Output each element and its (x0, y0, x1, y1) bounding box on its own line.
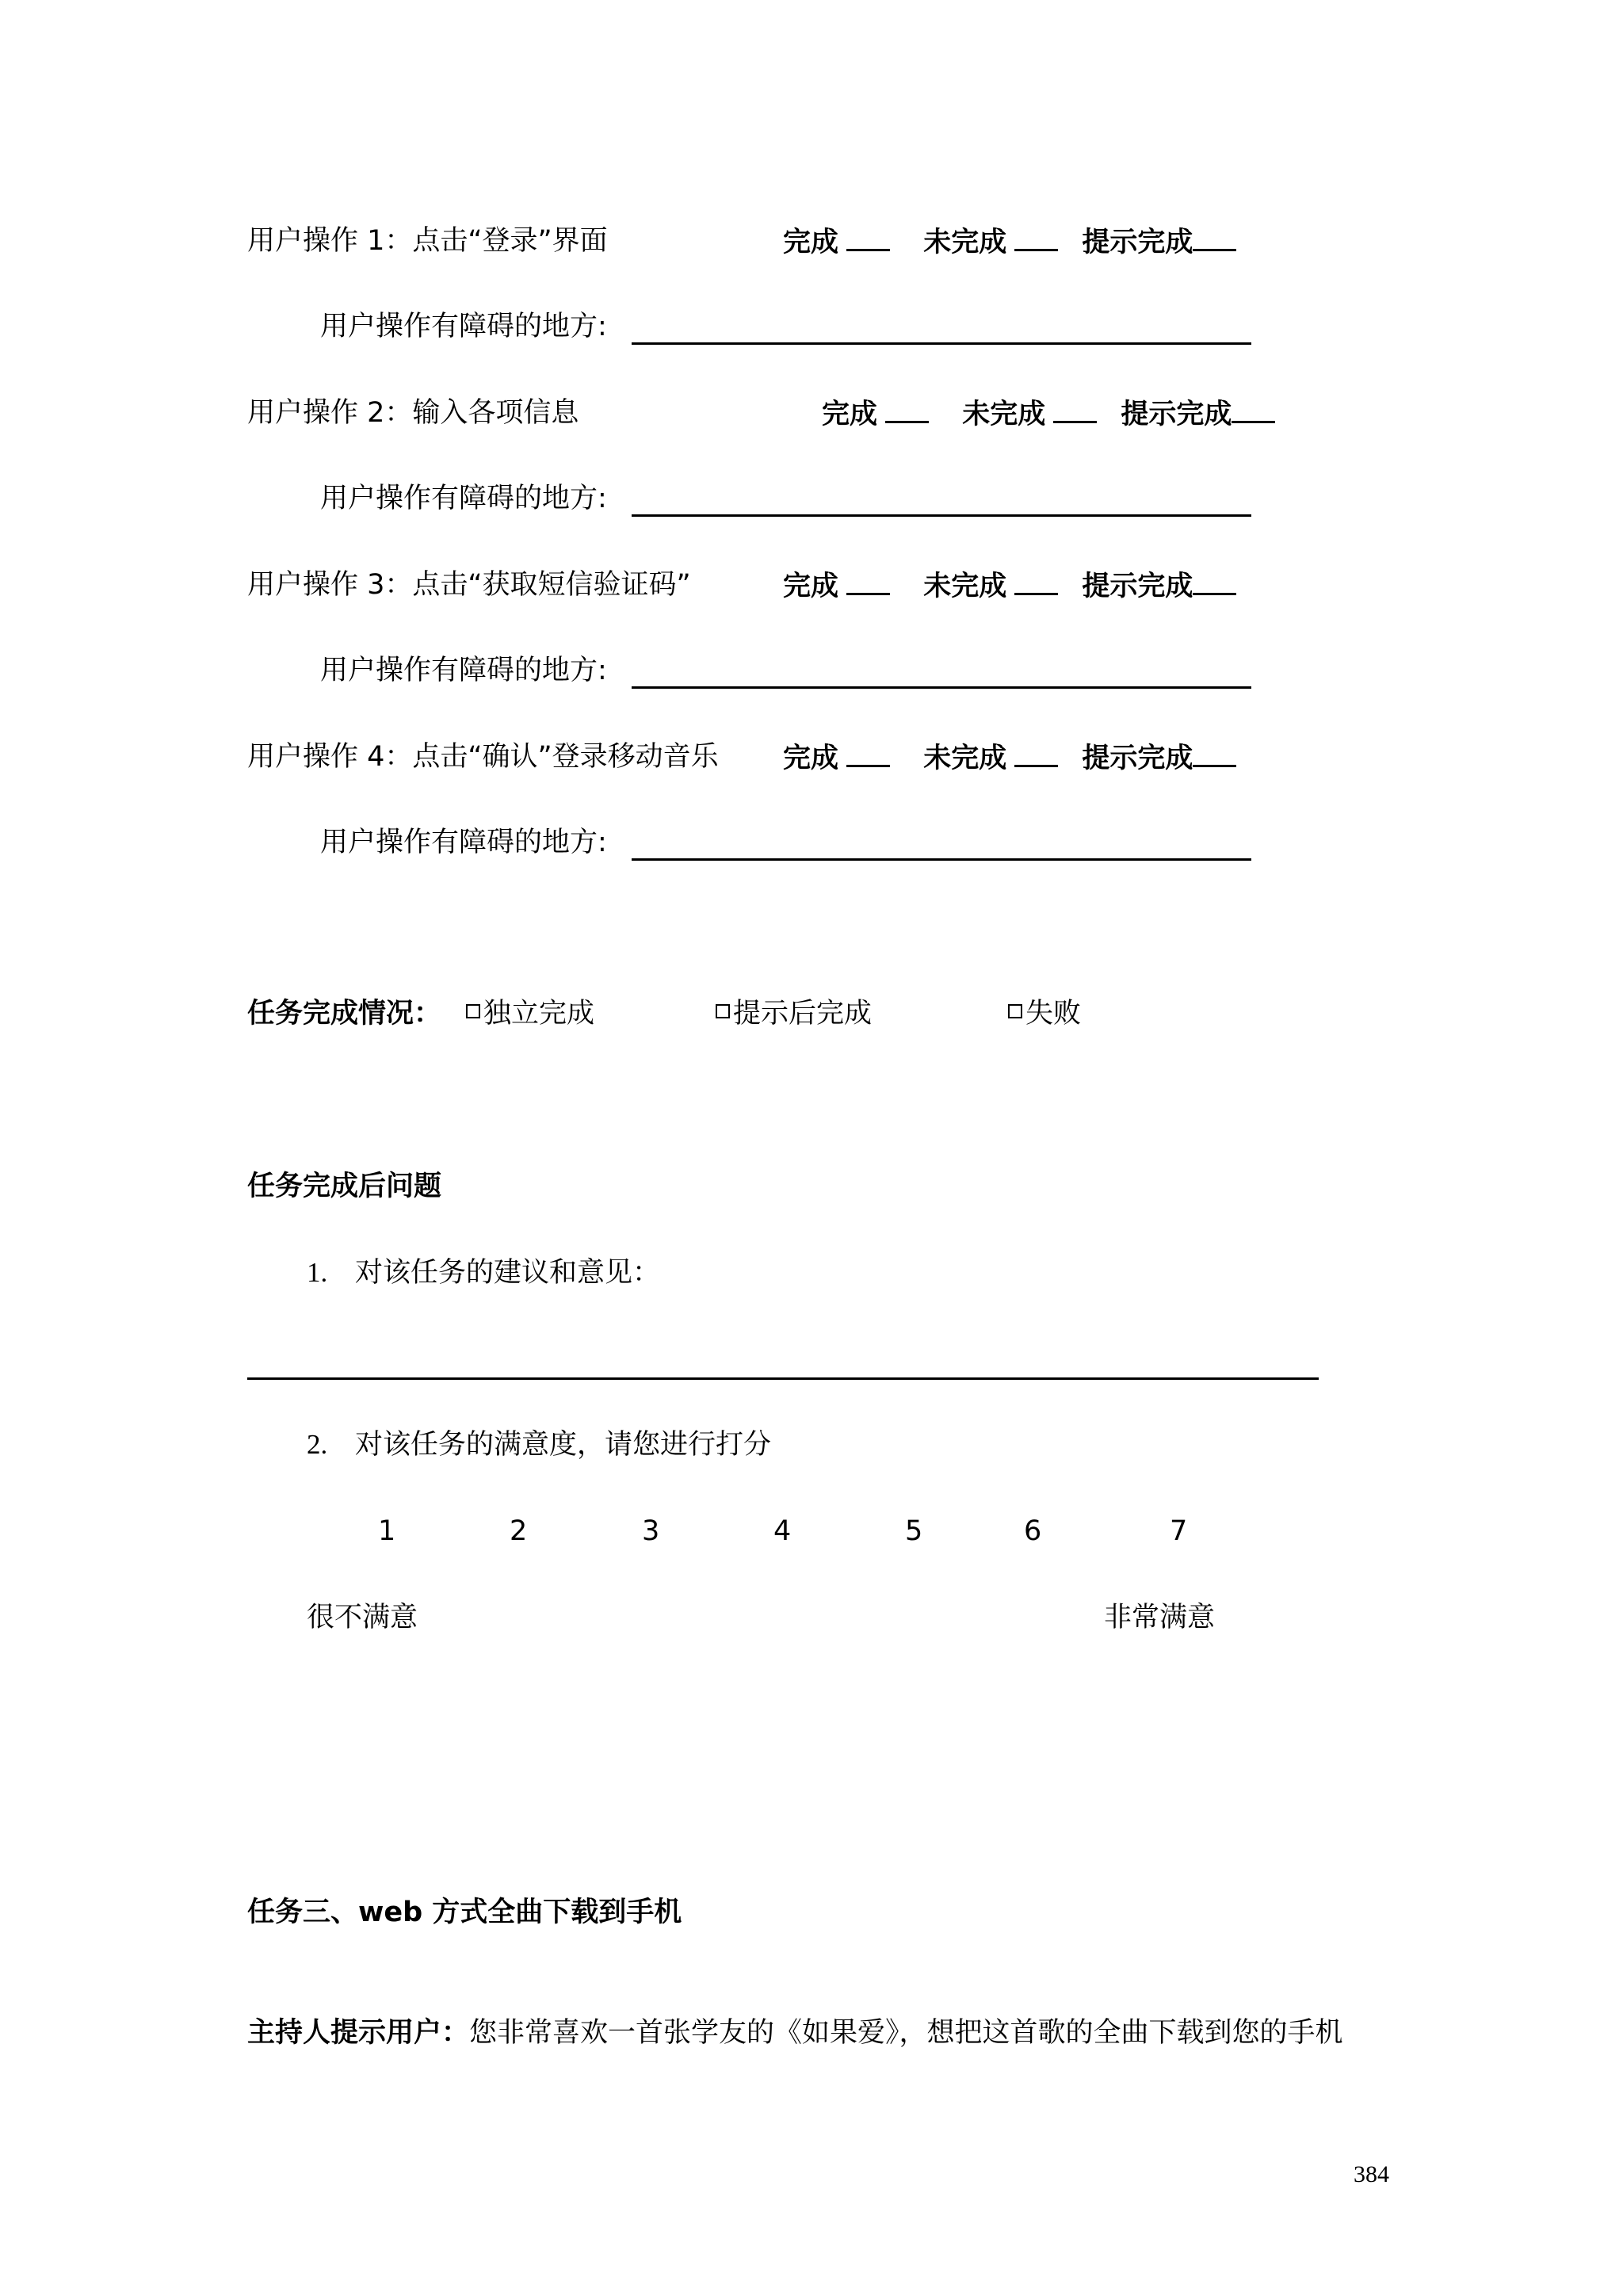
obstacle-label-2: 用户操作有障碍的地方: (320, 483, 607, 514)
done-option: 完成 (783, 227, 839, 258)
not-done-blank[interactable] (1014, 567, 1058, 595)
task-three-heading: 任务三、web 方式全曲下载到手机 (247, 1897, 682, 1928)
not-done-option: 未完成 (923, 227, 1007, 258)
status-option-label: 提示后完成 (733, 998, 873, 1030)
obstacle-line-1[interactable] (632, 342, 1251, 345)
status-option-label: 独立完成 (483, 998, 595, 1030)
hinted-option: 提示完成 (1121, 399, 1232, 430)
status-option-independent[interactable] (466, 996, 594, 1031)
operation-3-status (783, 567, 1236, 604)
operation-4-label: 用户操作 4：点击“确认”登录移动音乐 (247, 741, 719, 773)
checkbox[interactable] (466, 1004, 480, 1018)
scale-4[interactable]: 4 (773, 1515, 792, 1547)
host-prompt (247, 2015, 1343, 2050)
question-1-number: 1. (307, 1257, 328, 1288)
operation-1-status (783, 223, 1236, 260)
hinted-blank[interactable] (1232, 395, 1275, 423)
status-option-failed[interactable] (1008, 996, 1081, 1031)
operation-1-label: 用户操作 1：点击“登录”界面 (247, 225, 608, 257)
post-task-heading: 任务完成后问题 (247, 1171, 442, 1202)
question-1-text: 对该任务的建议和意见： (355, 1257, 661, 1289)
question-2-number: 2. (307, 1429, 328, 1460)
scale-5[interactable]: 5 (905, 1515, 923, 1547)
host-prompt-label: 主持人提示用户： (247, 2017, 470, 2049)
scale-1[interactable]: 1 (378, 1515, 396, 1547)
page-number: 384 (1354, 2161, 1389, 2187)
scale-6[interactable]: 6 (1024, 1515, 1042, 1547)
high-satisfaction-label: 非常满意 (1104, 1602, 1216, 1633)
done-blank[interactable] (846, 567, 890, 595)
done-option: 完成 (822, 399, 878, 430)
scale-3[interactable]: 3 (642, 1515, 660, 1547)
suggestion-line[interactable] (247, 1377, 1319, 1380)
not-done-blank[interactable] (1014, 739, 1058, 767)
hinted-blank[interactable] (1193, 567, 1236, 595)
obstacle-line-2[interactable] (632, 514, 1251, 517)
hinted-option: 提示完成 (1082, 743, 1193, 774)
operation-2-status (822, 395, 1275, 432)
hinted-blank[interactable] (1193, 223, 1236, 251)
operation-3-label: 用户操作 3：点击“获取短信验证码” (247, 569, 691, 601)
scale-7[interactable]: 7 (1170, 1515, 1188, 1547)
low-satisfaction-label: 很不满意 (307, 1602, 418, 1633)
task-status-label: 任务完成情况： (247, 998, 442, 1030)
done-blank[interactable] (885, 395, 929, 423)
not-done-option: 未完成 (923, 743, 1007, 774)
obstacle-label-1: 用户操作有障碍的地方: (320, 311, 607, 342)
obstacle-line-3[interactable] (632, 686, 1251, 689)
done-option: 完成 (783, 571, 839, 602)
status-option-hinted[interactable] (716, 996, 872, 1031)
checkbox[interactable] (1008, 1004, 1022, 1018)
obstacle-label-4: 用户操作有障碍的地方: (320, 827, 607, 858)
question-2-text: 对该任务的满意度，请您进行打分 (355, 1429, 772, 1461)
done-blank[interactable] (846, 739, 890, 767)
not-done-option: 未完成 (923, 571, 1007, 602)
not-done-blank[interactable] (1053, 395, 1097, 423)
operation-2-label: 用户操作 2：输入各项信息 (247, 397, 579, 429)
not-done-blank[interactable] (1014, 223, 1058, 251)
hinted-option: 提示完成 (1082, 571, 1193, 602)
scale-2[interactable]: 2 (510, 1515, 528, 1547)
operation-4-status (783, 739, 1236, 776)
status-option-label: 失败 (1025, 998, 1082, 1030)
done-option: 完成 (783, 743, 839, 774)
hinted-blank[interactable] (1193, 739, 1236, 767)
host-prompt-text: 您非常喜欢一首张学友的《如果爱》，想把这首歌的全曲下载到您的手机 (469, 2017, 1343, 2049)
checkbox[interactable] (716, 1004, 730, 1018)
obstacle-label-3: 用户操作有障碍的地方: (320, 655, 607, 686)
not-done-option: 未完成 (962, 399, 1046, 430)
done-blank[interactable] (846, 223, 890, 251)
hinted-option: 提示完成 (1082, 227, 1193, 258)
obstacle-line-4[interactable] (632, 858, 1251, 861)
